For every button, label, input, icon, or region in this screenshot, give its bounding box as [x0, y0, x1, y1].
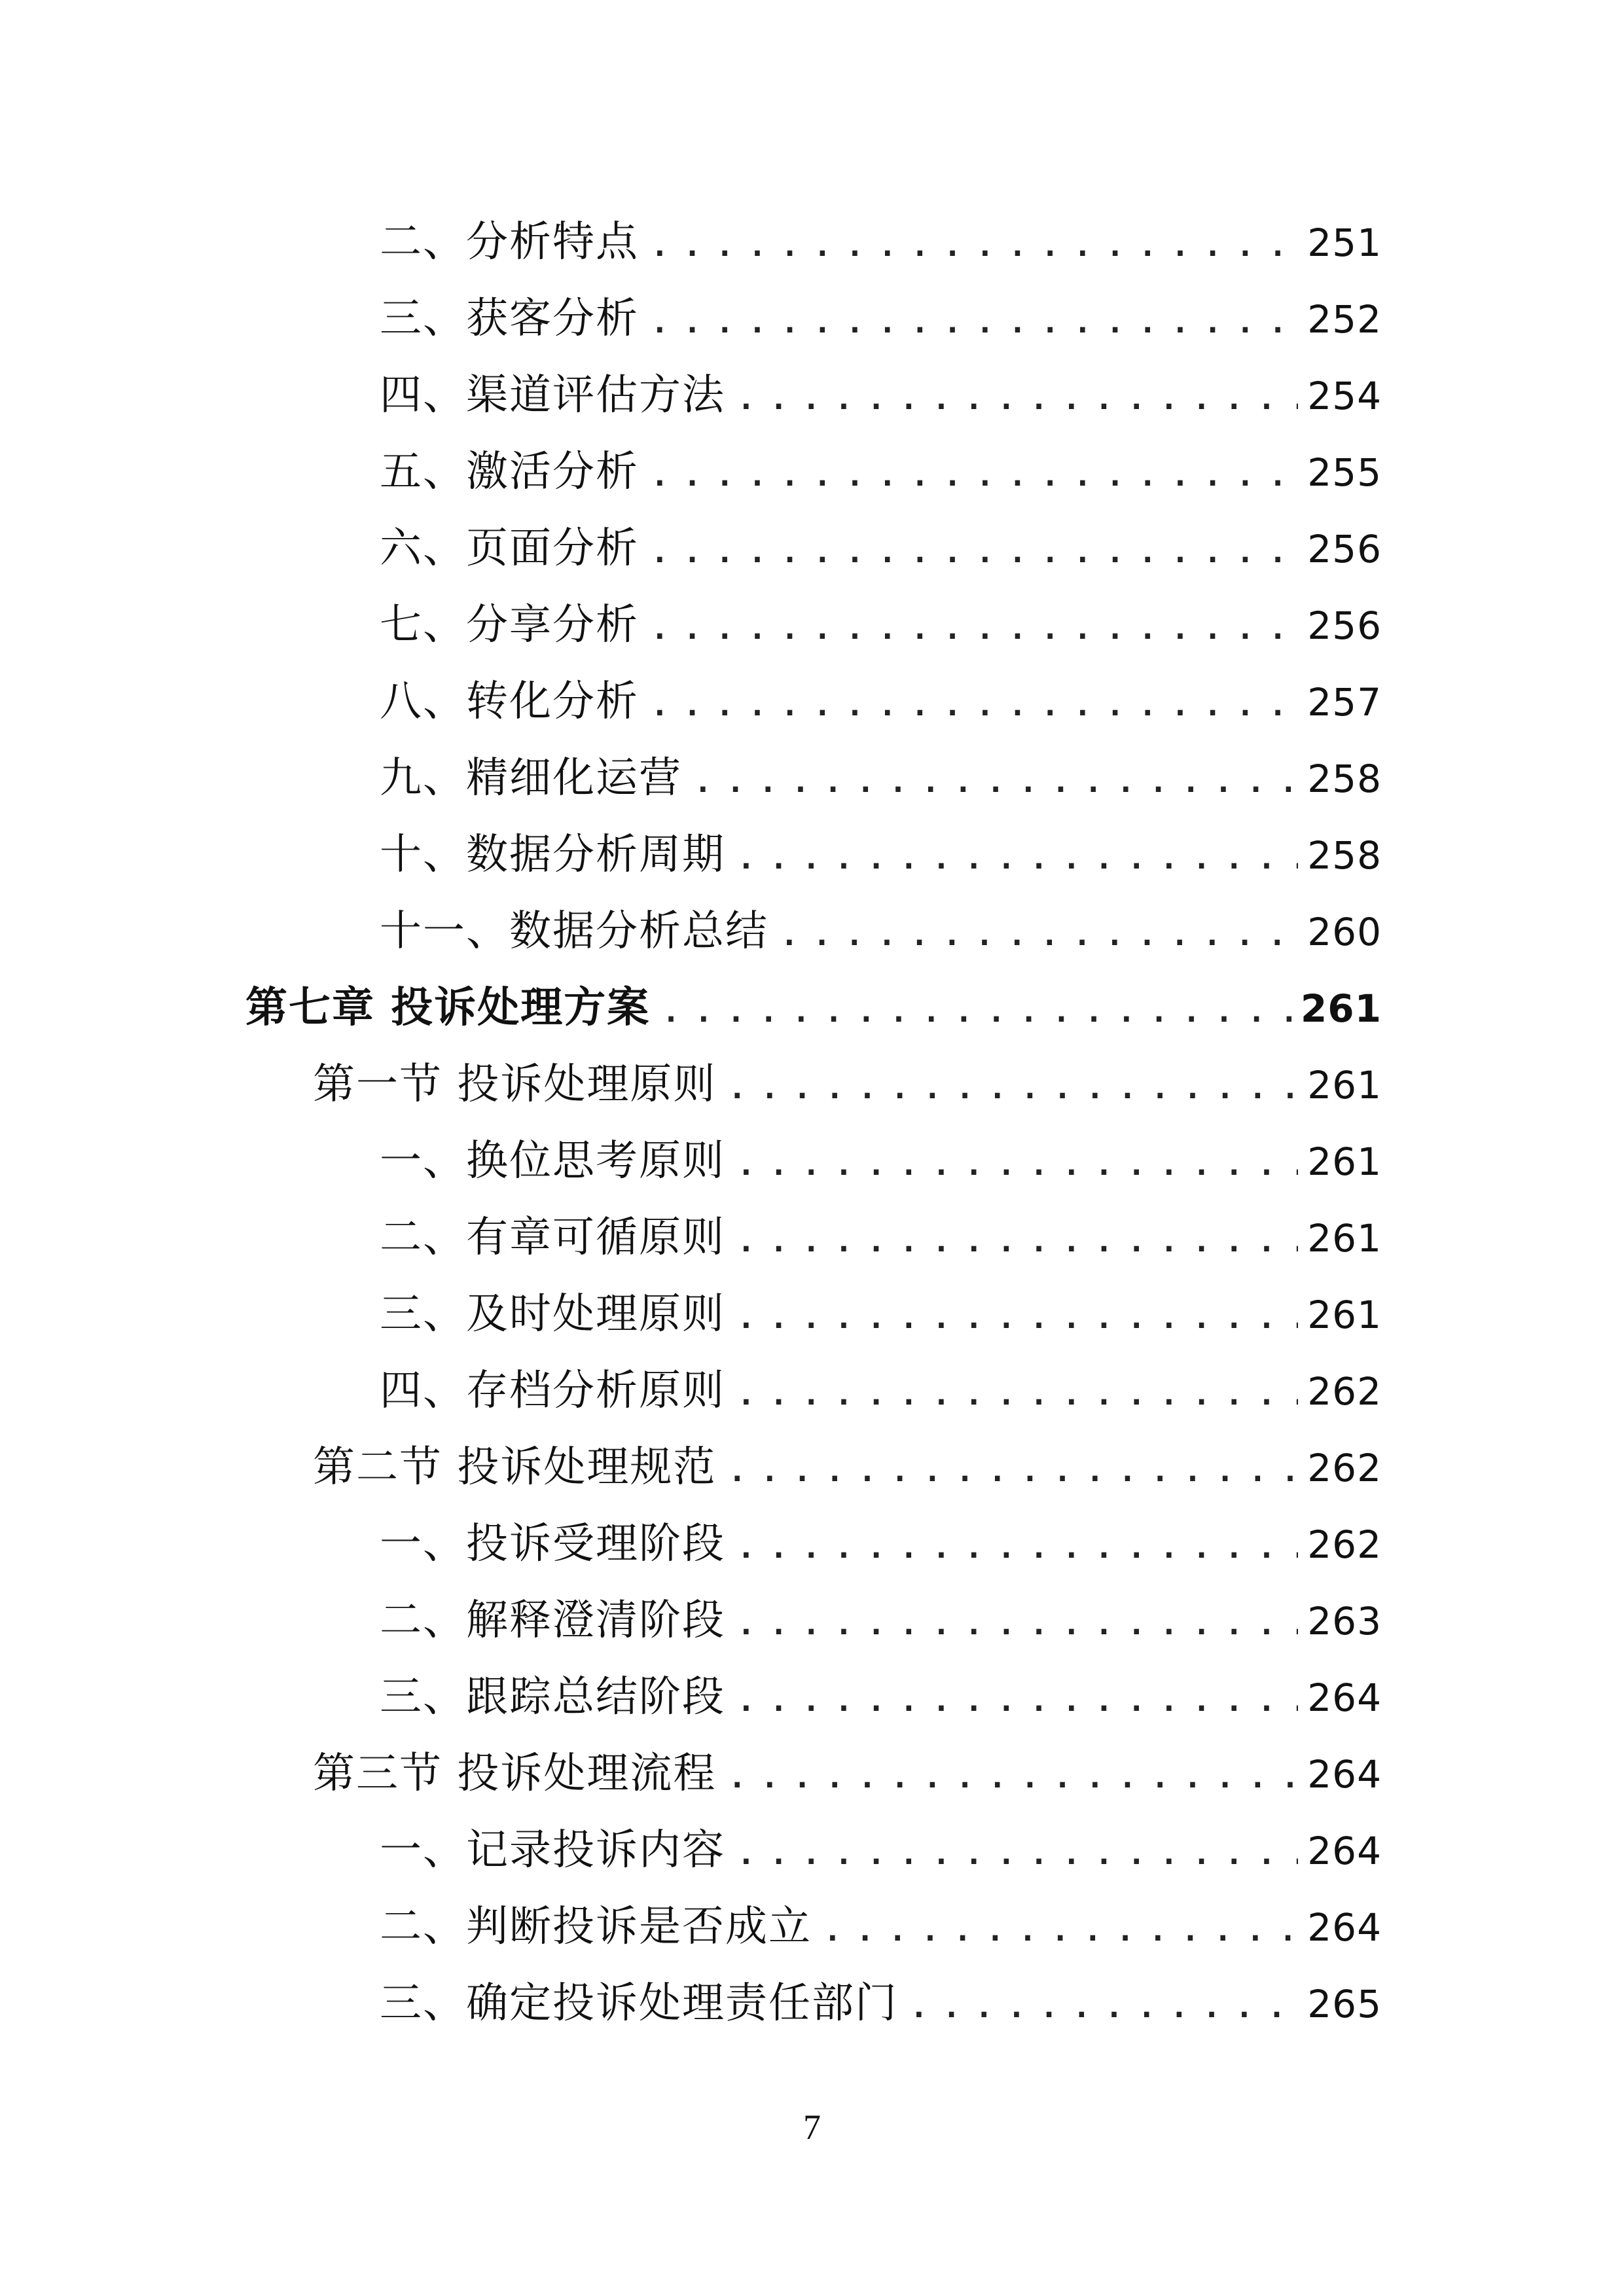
toc-entry-label: 五、激活分析: [380, 448, 639, 496]
toc-entry-label: 十一、数据分析总结: [380, 907, 768, 956]
toc-entry-label: 三、获客分析: [380, 295, 639, 343]
toc-entry-page: 261: [1307, 1293, 1382, 1337]
toc-entry-label: 三、及时处理原则: [380, 1290, 725, 1338]
toc-entry-page: 264: [1307, 1829, 1382, 1873]
toc-entry-page: 262: [1307, 1522, 1382, 1567]
toc-entry-page: 261: [1307, 1063, 1382, 1107]
toc-dot-leader: [737, 1591, 1298, 1657]
toc-entry-label: 四、存档分析原则: [380, 1367, 725, 1415]
toc-chapter-entry[interactable]: [245, 975, 1382, 1041]
toc-entry-page: 263: [1307, 1599, 1382, 1643]
toc-dot-leader: [737, 1208, 1298, 1274]
toc-dot-leader: [737, 825, 1298, 891]
toc-entry[interactable]: [380, 1282, 1382, 1347]
toc-entry[interactable]: [380, 1818, 1382, 1883]
toc-entry[interactable]: [380, 1358, 1382, 1424]
toc-dot-leader: [651, 213, 1298, 278]
toc-entry-page: 256: [1307, 603, 1382, 648]
toc-entry[interactable]: [380, 669, 1382, 734]
toc-entry-page: 262: [1307, 1369, 1382, 1414]
toc-dot-leader: [651, 289, 1298, 355]
toc-entry-page: 264: [1307, 1905, 1382, 1950]
toc-entry-label: 一、记录投诉内容: [380, 1826, 725, 1874]
toc-dot-leader: [737, 366, 1298, 431]
toc-entry-label: 第三节 投诉处理流程: [313, 1749, 717, 1798]
toc-entry-page: 251: [1307, 221, 1382, 265]
toc-entry-label: 三、确定投诉处理责任部门: [380, 1979, 898, 2028]
toc-entry[interactable]: [380, 1894, 1382, 1960]
toc-entry[interactable]: [380, 1664, 1382, 1730]
toc-entry-label: 二、解释澄清阶段: [380, 1596, 725, 1645]
toc-entry-label: 十、数据分析周期: [380, 831, 725, 879]
toc-entry[interactable]: [380, 592, 1382, 658]
toc-dot-leader: [737, 1821, 1298, 1886]
toc-entry-label: 二、有章可循原则: [380, 1213, 725, 1262]
toc-entry-page: 261: [1300, 986, 1382, 1031]
toc-dot-leader: [728, 1438, 1298, 1503]
toc-entry[interactable]: [380, 516, 1382, 581]
toc-entry-page: 254: [1307, 374, 1382, 418]
toc-entry-page: 264: [1307, 1676, 1382, 1720]
toc-dot-leader: [780, 902, 1298, 967]
toc-dot-leader: [728, 1055, 1298, 1121]
toc-entry-label: 七、分享分析: [380, 601, 639, 649]
toc-entry-page: 262: [1307, 1446, 1382, 1490]
toc-entry[interactable]: [380, 1205, 1382, 1270]
page-number: 7: [803, 2108, 821, 2147]
toc-dot-leader: [694, 749, 1298, 814]
toc-entry[interactable]: [380, 822, 1382, 888]
toc-section-entry[interactable]: [313, 1741, 1382, 1806]
toc-entry-page: 261: [1307, 1216, 1382, 1261]
toc-entry-label: 八、转化分析: [380, 677, 639, 726]
toc-entry[interactable]: [380, 1971, 1382, 2036]
toc-entry[interactable]: [380, 1588, 1382, 1653]
toc-dot-leader: [651, 519, 1298, 584]
toc-entry-page: 260: [1307, 910, 1382, 954]
toc-dot-leader: [737, 1361, 1298, 1427]
toc-entry-page: 261: [1307, 1139, 1382, 1184]
toc-entry-page: 265: [1307, 1982, 1382, 2026]
toc-entry-page: 256: [1307, 527, 1382, 571]
toc-dot-leader: [662, 978, 1291, 1044]
toc-dot-leader: [737, 1668, 1298, 1733]
toc-entry-label: 二、分析特点: [380, 218, 639, 266]
toc-dot-leader: [823, 1897, 1298, 1963]
toc-entry-page: 258: [1307, 757, 1382, 801]
toc-entry-page: 252: [1307, 297, 1382, 342]
toc-dot-leader: [737, 1132, 1298, 1197]
toc-entry-label: 二、判断投诉是否成立: [380, 1903, 812, 1951]
toc-dot-leader: [910, 1974, 1298, 2039]
toc-entry-label: 四、渠道评估方法: [380, 371, 725, 420]
toc-entry-page: 255: [1307, 450, 1382, 495]
toc-entry[interactable]: [380, 286, 1382, 351]
toc-entry[interactable]: [380, 745, 1382, 811]
toc-entry-label: 六、页面分析: [380, 524, 639, 573]
toc-entry[interactable]: [380, 899, 1382, 964]
toc-section-entry[interactable]: [313, 1435, 1382, 1500]
toc-dot-leader: [651, 442, 1298, 508]
toc-entry-label: 第二节 投诉处理规范: [313, 1443, 717, 1492]
toc-dot-leader: [737, 1285, 1298, 1350]
toc-entry-page: 257: [1307, 680, 1382, 725]
toc-entry[interactable]: [380, 363, 1382, 428]
toc-entry[interactable]: [380, 1511, 1382, 1577]
toc-dot-leader: [651, 596, 1298, 661]
toc-entry[interactable]: [380, 209, 1382, 275]
toc-entry[interactable]: [380, 439, 1382, 505]
toc-entry-label: 九、精细化运营: [380, 754, 682, 802]
toc-entry-label: 一、投诉受理阶段: [380, 1520, 725, 1568]
toc-dot-leader: [651, 672, 1298, 738]
toc-entry-label: 一、换位思考原则: [380, 1137, 725, 1185]
toc-section-entry[interactable]: [313, 1052, 1382, 1117]
toc-dot-leader: [737, 1515, 1298, 1580]
toc-entry[interactable]: [380, 1128, 1382, 1194]
toc-dot-leader: [728, 1744, 1298, 1810]
toc-entry-label: 第七章 投诉处理方案: [245, 983, 651, 1032]
toc-entry-page: 258: [1307, 833, 1382, 878]
toc-entry-page: 264: [1307, 1752, 1382, 1797]
toc-entry-label: 三、跟踪总结阶段: [380, 1673, 725, 1721]
toc-entry-label: 第一节 投诉处理原则: [313, 1060, 717, 1109]
